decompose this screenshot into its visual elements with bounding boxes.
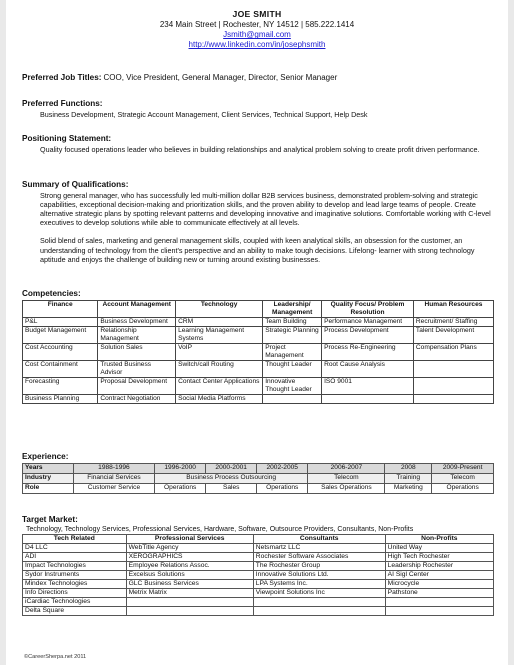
year-cell: 2000-2001 — [206, 463, 257, 473]
role-cell: Operations — [432, 483, 494, 493]
table-cell: Recruitment/ Staffing — [413, 317, 493, 326]
col-header: Account Management — [98, 300, 176, 317]
target-row — [23, 553, 494, 562]
target-row — [23, 544, 494, 553]
industry-cell: Telecom — [432, 473, 494, 483]
table-cell: Team Building — [263, 317, 322, 326]
table-cell: Social Media Platforms — [176, 394, 263, 403]
industry-cell: Financial Services — [74, 473, 155, 483]
functions-section — [22, 99, 494, 119]
table-cell: Sydor Instruments — [23, 571, 127, 580]
job-titles-section — [22, 73, 494, 84]
target-row — [23, 571, 494, 580]
table-cell — [263, 394, 322, 403]
linkedin-link[interactable]: http://www.linkedin.com/in/josephsmith — [188, 40, 326, 50]
table-cell: Microcycle — [385, 579, 493, 588]
year-cell: 2008 — [385, 463, 432, 473]
role-cell: Operations — [154, 483, 206, 493]
competencies-section — [22, 289, 494, 404]
table-cell: AI Sigl Center — [385, 571, 493, 580]
target-market-table — [22, 534, 494, 615]
table-cell: United Way — [385, 544, 493, 553]
table-cell: Excelsus Solutions — [126, 571, 253, 580]
table-cell: Forecasting — [23, 377, 98, 394]
col-header: Tech Related — [23, 535, 127, 544]
summary-paragraph-2: Solid blend of sales, marketing and general management skills, coupled with keen analytical skills, an obsession for the customer, an understanding of technology from the client's perspective and an ability to make tough decisions. Lifelong- learner with strong technology aptitude and enjoys the challenge of building new or turning around existing businesses. — [40, 236, 475, 264]
experience-table — [22, 463, 494, 494]
competency-row — [23, 377, 494, 394]
competency-row — [23, 326, 494, 343]
table-cell: Contact Center Applications — [176, 377, 263, 394]
resume-page — [6, 0, 508, 665]
target-row — [23, 597, 494, 606]
candidate-name: JOE SMITH — [232, 9, 282, 19]
target-row — [23, 579, 494, 588]
col-header: Finance — [23, 300, 98, 317]
experience-years-row — [23, 463, 494, 473]
table-cell: XEROGRAPHICS — [126, 553, 253, 562]
table-cell: CRM — [176, 317, 263, 326]
industry-cell: Business Process Outsourcing — [154, 473, 308, 483]
table-cell: Impact Technologies — [23, 562, 127, 571]
role-cell: Customer Service — [74, 483, 155, 493]
table-cell: Compensation Plans — [413, 343, 493, 360]
table-cell: P&L — [23, 317, 98, 326]
table-cell: Delta Square — [23, 606, 127, 615]
col-header: Non-Profits — [385, 535, 493, 544]
target-market-section — [22, 515, 494, 616]
table-cell: Contract Negotiation — [98, 394, 176, 403]
role-cell: Marketing — [385, 483, 432, 493]
table-cell: Viewpoint Solutions Inc — [253, 588, 385, 597]
table-cell: Process Development — [322, 326, 414, 343]
col-header: Human Resources — [413, 300, 493, 317]
positioning-label: Positioning Statement: — [22, 134, 112, 143]
competency-row — [23, 394, 494, 403]
year-cell: 2006-2007 — [308, 463, 385, 473]
competency-row — [23, 317, 494, 326]
table-cell: Info Directions — [23, 588, 127, 597]
table-cell: Cost Accounting — [23, 343, 98, 360]
table-cell: Rochester Software Associates — [253, 553, 385, 562]
table-cell: Solution Sales — [98, 343, 176, 360]
table-cell: GLC Business Services — [126, 579, 253, 588]
table-cell: iCardiac Technologies — [23, 597, 127, 606]
experience-industry-row — [23, 473, 494, 483]
table-cell: The Rochester Group — [253, 562, 385, 571]
experience-label: Experience: — [22, 452, 69, 461]
experience-role-row — [23, 483, 494, 493]
table-cell: ISO 9001 — [322, 377, 414, 394]
table-cell: Mindex Technologies — [23, 579, 127, 588]
table-cell: Business Planning — [23, 394, 98, 403]
competencies-table — [22, 300, 494, 404]
table-cell: Relationship Management — [98, 326, 176, 343]
competency-row — [23, 360, 494, 377]
col-header: Leadership/ Management — [263, 300, 322, 317]
role-cell: Sales — [206, 483, 257, 493]
target-header-row — [23, 535, 494, 544]
positioning-value: Quality focused operations leader who believes in building relationships and analytical problem solving to create profit driven performance. — [40, 144, 480, 154]
table-cell: Proposal Development — [98, 377, 176, 394]
table-cell: Performance Management — [322, 317, 414, 326]
target-row — [23, 562, 494, 571]
table-cell: Cost Containment — [23, 360, 98, 377]
year-cell: 2002-2005 — [256, 463, 308, 473]
target-market-label: Target Market: — [22, 515, 78, 524]
col-header: Professional Services — [126, 535, 253, 544]
functions-value: Business Development, Strategic Account Management, Client Services, Technical Support, Help Desk — [40, 109, 368, 119]
target-row — [23, 606, 494, 615]
table-cell: Process Re-Engineering — [322, 343, 414, 360]
job-titles-label: Preferred Job Titles: — [22, 73, 102, 82]
year-cell: 1988-1996 — [74, 463, 155, 473]
table-cell — [126, 597, 253, 606]
table-cell — [322, 394, 414, 403]
competencies-label: Competencies: — [22, 289, 81, 298]
email-link[interactable]: Jsmith@gmail.com — [223, 30, 291, 40]
competencies-header-row — [23, 300, 494, 317]
table-cell: VoIP — [176, 343, 263, 360]
table-cell: Innovative Thought Leader — [263, 377, 322, 394]
table-cell — [253, 606, 385, 615]
target-sectors: Technology, Technology Services, Professional Services, Hardware, Software, Outsource Providers, Consultants, Non-Profits — [26, 525, 414, 533]
table-cell — [253, 597, 385, 606]
job-titles-value: COO, Vice President, General Manager, Director, Senior Manager — [103, 73, 338, 82]
table-cell: Talent Development — [413, 326, 493, 343]
table-cell: Trusted Business Advisor — [98, 360, 176, 377]
contact-address: 234 Main Street | Rochester, NY 14512 | 585.222.1414 — [159, 20, 355, 29]
industry-cell: Telecom — [308, 473, 385, 483]
resume-header — [6, 9, 508, 51]
table-cell: Strategic Planning — [263, 326, 322, 343]
role-cell: Operations — [256, 483, 308, 493]
table-cell: Business Development — [98, 317, 176, 326]
years-label: Years — [23, 463, 74, 473]
table-cell: LPA Systems Inc. — [253, 579, 385, 588]
year-cell: 1996-2000 — [154, 463, 206, 473]
col-header: Quality Focus/ Problem Resolution — [322, 300, 414, 317]
col-header: Technology — [176, 300, 263, 317]
table-cell: Pathstone — [385, 588, 493, 597]
competency-row — [23, 343, 494, 360]
footer-copyright: ©CareerSherpa.net 2011 — [24, 653, 87, 660]
table-cell: Switch/call Routing — [176, 360, 263, 377]
table-cell: D4 LLC — [23, 544, 127, 553]
table-cell: Root Cause Analysis — [322, 360, 414, 377]
table-cell: Employee Relations Assoc. — [126, 562, 253, 571]
experience-section — [22, 452, 494, 494]
table-cell — [413, 360, 493, 377]
role-label: Role — [23, 483, 74, 493]
table-cell: WebTitle Agency — [126, 544, 253, 553]
table-cell: Budget Management — [23, 326, 98, 343]
industry-cell: Training — [385, 473, 432, 483]
summary-paragraph-1: Strong general manager, who has successfully led multi-million dollar B2B services business, demonstrated problem-solving and strategic capabilities, exceptional decision-making and prioritization skills, and the proven ability to develop and lead large teams of people. Create alternative strategic plans by spotting relevant patterns and developing innovative and imaginative solutions. Comfortable working with C-level executives to develop solutions while able to communicate effectively at all levels. — [40, 190, 491, 228]
table-cell: Leadership Rochester — [385, 562, 493, 571]
table-cell: ADI — [23, 553, 127, 562]
table-cell: High Tech Rochester — [385, 553, 493, 562]
role-cell: Sales Operations — [308, 483, 385, 493]
col-header: Consultants — [253, 535, 385, 544]
table-cell — [413, 394, 493, 403]
table-cell — [413, 377, 493, 394]
functions-label: Preferred Functions: — [22, 99, 103, 108]
table-cell: Thought Leader — [263, 360, 322, 377]
table-cell: Learning Management Systems — [176, 326, 263, 343]
table-cell: Project Management — [263, 343, 322, 360]
industry-label: Industry — [23, 473, 74, 483]
table-cell — [385, 597, 493, 606]
summary-label: Summary of Qualifications: — [22, 180, 129, 189]
table-cell: Netsmartz LLC — [253, 544, 385, 553]
positioning-section — [22, 134, 494, 154]
target-row — [23, 588, 494, 597]
table-cell — [126, 606, 253, 615]
table-cell: Metrix Matrix — [126, 588, 253, 597]
table-cell — [385, 606, 493, 615]
year-cell: 2009-Present — [432, 463, 494, 473]
table-cell: Innovative Solutions Ltd. — [253, 571, 385, 580]
summary-section — [22, 180, 494, 264]
